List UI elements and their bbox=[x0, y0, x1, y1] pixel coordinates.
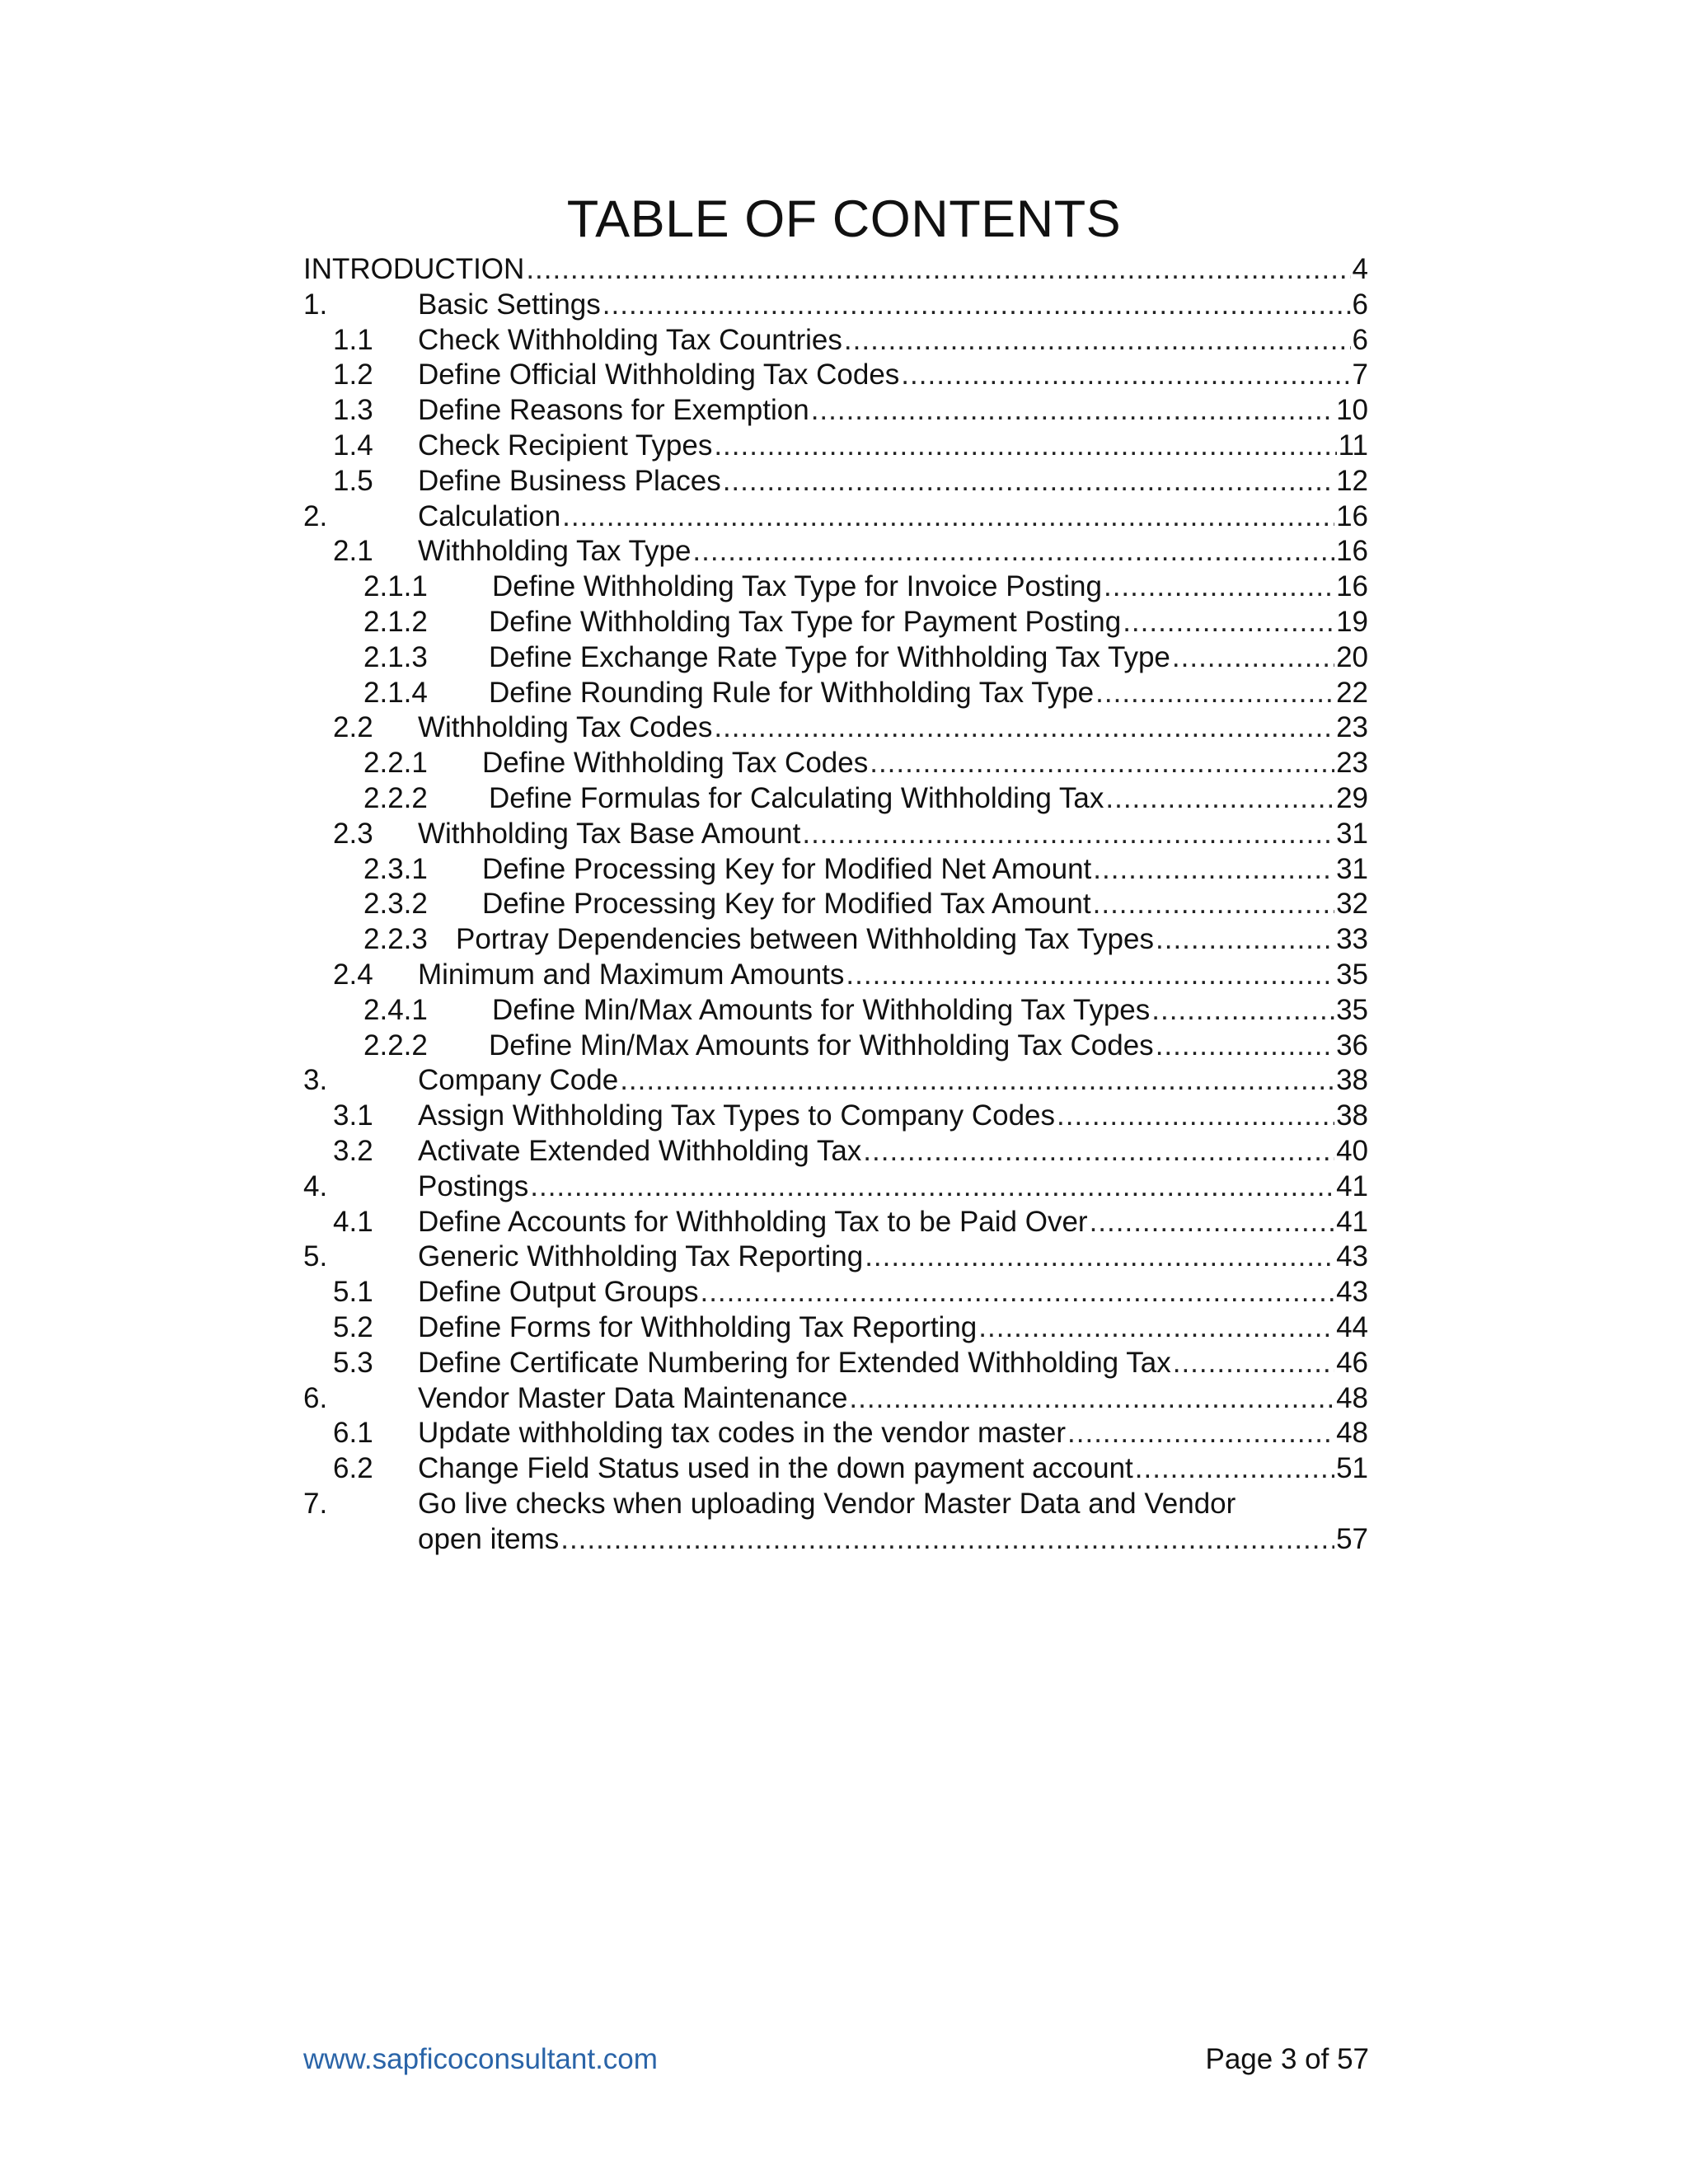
toc-entry-title: Define Processing Key for Modified Tax Amount bbox=[482, 888, 1091, 921]
toc-entry-number: 2.2.1 bbox=[363, 747, 428, 780]
toc-entry[interactable] bbox=[303, 427, 1368, 465]
toc-entry[interactable] bbox=[303, 1097, 1368, 1135]
toc-entry-number: 2.1.3 bbox=[363, 640, 428, 673]
toc-entry[interactable] bbox=[303, 1344, 1368, 1382]
toc-entry-page: 43 bbox=[1336, 1240, 1368, 1273]
toc-entry-title: Company Code bbox=[418, 1064, 619, 1097]
toc-dot-leader bbox=[692, 532, 1334, 570]
toc-dot-leader bbox=[526, 251, 1350, 288]
toc-dot-leader bbox=[714, 709, 1334, 747]
toc-entry-page: 41 bbox=[1336, 1169, 1368, 1202]
toc-entry-page: 10 bbox=[1336, 394, 1368, 427]
toc-entry[interactable] bbox=[303, 921, 1368, 958]
toc-entry-title: Define Withholding Tax Codes bbox=[482, 747, 869, 780]
toc-entry[interactable] bbox=[303, 815, 1368, 853]
toc-entry-number: 2.4 bbox=[333, 958, 373, 991]
toc-entry-page: 38 bbox=[1336, 1099, 1368, 1132]
toc-dot-leader bbox=[863, 1132, 1334, 1170]
toc-entry[interactable] bbox=[303, 462, 1368, 500]
toc-entry-number: 1.4 bbox=[333, 429, 373, 462]
toc-dot-leader bbox=[1123, 603, 1334, 641]
toc-entry-title: Assign Withholding Tax Types to Company Codes bbox=[418, 1099, 1056, 1132]
toc-entry-page: 31 bbox=[1336, 852, 1368, 885]
toc-entry-title: Postings bbox=[418, 1169, 529, 1202]
toc-dot-leader bbox=[802, 815, 1334, 853]
toc-entry-page: 11 bbox=[1338, 429, 1368, 462]
toc-entry-title: Withholding Tax Type bbox=[418, 535, 692, 568]
toc-entry-number: 2.2 bbox=[333, 711, 373, 744]
toc-dot-leader bbox=[700, 1273, 1334, 1311]
toc-entry-number: 2.2.2 bbox=[363, 782, 428, 814]
toc-dot-leader bbox=[1151, 991, 1334, 1029]
toc-entry-page: 33 bbox=[1336, 923, 1368, 956]
toc-entry[interactable] bbox=[303, 956, 1368, 994]
toc-dot-leader bbox=[560, 1521, 1334, 1558]
toc-entry-number: 2. bbox=[303, 499, 328, 532]
toc-entry-number: 7. bbox=[303, 1488, 328, 1520]
toc-entry-number: 6.1 bbox=[333, 1417, 373, 1450]
toc-entry[interactable] bbox=[303, 498, 1368, 536]
toc-dot-leader bbox=[901, 356, 1350, 394]
toc-entry-title: Activate Extended Withholding Tax bbox=[418, 1135, 862, 1167]
toc-entry-page: 43 bbox=[1336, 1276, 1368, 1309]
toc-entry-number: 2.2.2 bbox=[363, 1029, 428, 1062]
toc-entry[interactable] bbox=[303, 356, 1368, 394]
toc-entry[interactable] bbox=[303, 1521, 1368, 1558]
toc-entry[interactable] bbox=[303, 744, 1368, 782]
toc-entry-number: 2.3.1 bbox=[363, 852, 428, 885]
toc-entry-number: 1.1 bbox=[333, 323, 373, 356]
toc-entry-title: Update withholding tax codes in the vendor master bbox=[418, 1417, 1067, 1450]
toc-entry[interactable] bbox=[303, 991, 1368, 1029]
toc-entry-number: 3. bbox=[303, 1064, 328, 1097]
toc-entry[interactable] bbox=[303, 251, 1368, 288]
toc-entry-number: 3.1 bbox=[333, 1099, 373, 1132]
toc-entry[interactable] bbox=[303, 1203, 1368, 1241]
toc-dot-leader bbox=[1090, 1203, 1334, 1241]
toc-entry-page: 22 bbox=[1336, 676, 1368, 709]
toc-entry-number: 2.1.2 bbox=[363, 606, 428, 638]
toc-dot-leader bbox=[1135, 1450, 1334, 1488]
toc-dot-leader bbox=[723, 462, 1334, 500]
toc-entry-number: 2.1 bbox=[333, 535, 373, 568]
toc-entry[interactable] bbox=[303, 568, 1368, 606]
toc-entry-number: 1.2 bbox=[333, 359, 373, 391]
toc-entry-title: Minimum and Maximum Amounts bbox=[418, 958, 845, 991]
toc-entry[interactable] bbox=[303, 1309, 1368, 1347]
footer-website-link[interactable]: www.sapficoconsultant.com bbox=[303, 2043, 658, 2075]
toc-entry-number: 2.1.4 bbox=[363, 676, 428, 709]
toc-entry-page: 41 bbox=[1336, 1205, 1368, 1238]
toc-entry-page: 57 bbox=[1336, 1522, 1368, 1555]
toc-entry-title: Define Withholding Tax Type for Payment Posting bbox=[489, 606, 1122, 638]
toc-dot-leader bbox=[562, 498, 1334, 536]
toc-entry-title: Withholding Tax Codes bbox=[418, 711, 713, 744]
toc-entry-page: 16 bbox=[1336, 535, 1368, 568]
toc-entry-number: 2.2.3 bbox=[363, 923, 428, 956]
toc-entry-page: 23 bbox=[1336, 711, 1368, 744]
toc-entry-number: 6. bbox=[303, 1381, 328, 1414]
toc-entry-number: 3.2 bbox=[333, 1135, 373, 1167]
toc-entry-number: 2.3.2 bbox=[363, 888, 428, 921]
toc-entry-page: 31 bbox=[1336, 817, 1368, 850]
toc-entry-page: 51 bbox=[1336, 1452, 1368, 1485]
toc-entry-title: Check Withholding Tax Countries bbox=[418, 323, 842, 356]
toc-dot-leader bbox=[811, 391, 1334, 429]
toc-entry-page: 4 bbox=[1352, 253, 1368, 285]
toc-dot-leader bbox=[844, 321, 1351, 359]
toc-entry-page: 16 bbox=[1336, 570, 1368, 603]
toc-dot-leader bbox=[1067, 1414, 1334, 1452]
toc-entry[interactable] bbox=[303, 1027, 1368, 1065]
toc-entry-page: 7 bbox=[1352, 359, 1368, 391]
footer-page-number: Page 3 of 57 bbox=[1205, 2043, 1369, 2075]
toc-entry-page: 20 bbox=[1336, 640, 1368, 673]
toc-entry-title: Define Formulas for Calculating Withholding Tax bbox=[489, 782, 1104, 814]
toc-entry[interactable] bbox=[303, 851, 1368, 888]
toc-entry-title: Define Rounding Rule for Withholding Tax Type bbox=[489, 676, 1095, 709]
toc-entry[interactable] bbox=[303, 639, 1368, 677]
toc-entry-title: Define Official Withholding Tax Codes bbox=[418, 359, 900, 391]
toc-dot-leader bbox=[620, 1062, 1334, 1099]
toc-entry-page: 19 bbox=[1336, 606, 1368, 638]
toc-entry[interactable] bbox=[303, 1485, 1368, 1523]
toc-dot-leader bbox=[1172, 639, 1334, 677]
toc-entry-number: 4.1 bbox=[333, 1205, 373, 1238]
toc-dot-leader bbox=[1093, 885, 1334, 923]
toc-entry[interactable] bbox=[303, 1273, 1368, 1311]
toc-entry-title: Go live checks when uploading Vendor Master Data and Vendor bbox=[418, 1488, 1236, 1520]
toc-entry[interactable] bbox=[303, 321, 1368, 359]
toc-entry-page: 6 bbox=[1352, 288, 1368, 321]
toc-entry[interactable] bbox=[303, 674, 1368, 712]
toc-dot-leader bbox=[1105, 780, 1334, 818]
toc-entry[interactable] bbox=[303, 1168, 1368, 1206]
toc-entry[interactable] bbox=[303, 532, 1368, 570]
toc-entry-title: Define Output Groups bbox=[418, 1276, 699, 1309]
toc-dot-leader bbox=[1156, 1027, 1334, 1065]
toc-entry-title: Change Field Status used in the down payment account bbox=[418, 1452, 1133, 1485]
toc-entry-page: 12 bbox=[1336, 464, 1368, 497]
toc-entry-title: Portray Dependencies between Withholding Tax Types bbox=[456, 923, 1154, 956]
toc-entry-number: 1. bbox=[303, 288, 328, 321]
toc-entry[interactable] bbox=[303, 885, 1368, 923]
toc-entry[interactable] bbox=[303, 1238, 1368, 1276]
toc-entry-title: Define Certificate Numbering for Extended Withholding Tax bbox=[418, 1346, 1171, 1379]
toc-entry-title: Define Reasons for Exemption bbox=[418, 394, 809, 427]
toc-dot-leader bbox=[849, 1380, 1334, 1418]
toc-dot-leader bbox=[865, 1238, 1334, 1276]
toc-entry-page: 44 bbox=[1336, 1311, 1368, 1343]
toc-entry-title: Check Recipient Types bbox=[418, 429, 713, 462]
toc-entry-page: 29 bbox=[1336, 782, 1368, 814]
toc-entry-number: 5.3 bbox=[333, 1346, 373, 1379]
toc-dot-leader bbox=[1095, 674, 1334, 712]
toc-entry[interactable] bbox=[303, 1450, 1368, 1488]
toc-dot-leader bbox=[1173, 1344, 1334, 1382]
toc-entry[interactable] bbox=[303, 286, 1368, 324]
toc-entry[interactable] bbox=[303, 1132, 1368, 1170]
toc-entry-title: Define Accounts for Withholding Tax to be Paid Over bbox=[418, 1205, 1088, 1238]
toc-entry-page: 16 bbox=[1336, 499, 1368, 532]
toc-entry[interactable] bbox=[303, 1062, 1368, 1099]
toc-dot-leader bbox=[870, 744, 1334, 782]
toc-entry-page: 48 bbox=[1336, 1381, 1368, 1414]
toc-entry-title: Define Min/Max Amounts for Withholding Tax Codes bbox=[489, 1029, 1154, 1062]
toc-entry[interactable] bbox=[303, 780, 1368, 818]
toc-dot-leader bbox=[846, 956, 1334, 994]
toc-entry-title: Withholding Tax Base Amount bbox=[418, 817, 801, 850]
toc-entry-number: 4. bbox=[303, 1169, 328, 1202]
toc-entry-number: 1.3 bbox=[333, 394, 373, 427]
toc-entry[interactable] bbox=[303, 1414, 1368, 1452]
toc-entry-title: Define Min/Max Amounts for Withholding Tax Types bbox=[492, 993, 1151, 1026]
toc-entry-page: 46 bbox=[1336, 1346, 1368, 1379]
toc-entry-number: 6.2 bbox=[333, 1452, 373, 1485]
toc-dot-leader bbox=[530, 1168, 1334, 1206]
toc-dot-leader bbox=[603, 286, 1351, 324]
toc-entry[interactable] bbox=[303, 391, 1368, 429]
toc-entry-title: Define Processing Key for Modified Net Amount bbox=[482, 852, 1092, 885]
toc-entry-title: open items bbox=[418, 1522, 560, 1555]
toc-entry-page: 36 bbox=[1336, 1029, 1368, 1062]
toc-entry-number: 5.1 bbox=[333, 1276, 373, 1309]
toc-entry-number: 2.3 bbox=[333, 817, 373, 850]
toc-entry[interactable] bbox=[303, 1380, 1368, 1418]
toc-entry-page: 23 bbox=[1336, 747, 1368, 780]
toc-dot-leader bbox=[714, 427, 1336, 465]
toc-entry-number: 2.1.1 bbox=[363, 570, 428, 603]
toc-entry-number: 5. bbox=[303, 1240, 328, 1273]
toc-entry-title: Calculation bbox=[418, 499, 561, 532]
toc-dot-leader bbox=[1156, 921, 1334, 958]
toc-entry-page: 38 bbox=[1336, 1064, 1368, 1097]
toc-entry-title: Define Forms for Withholding Tax Reporting bbox=[418, 1311, 978, 1343]
toc-entry[interactable] bbox=[303, 709, 1368, 747]
toc-dot-leader bbox=[1104, 568, 1334, 606]
toc-entry-title: INTRODUCTION bbox=[303, 253, 525, 285]
toc-dot-leader bbox=[1093, 851, 1334, 888]
toc-entry-title: Basic Settings bbox=[418, 288, 601, 321]
toc-entry-title: Generic Withholding Tax Reporting bbox=[418, 1240, 864, 1273]
toc-entry[interactable] bbox=[303, 603, 1368, 641]
toc-entry-title: Define Exchange Rate Type for Withholding Tax Type bbox=[489, 640, 1170, 673]
toc-entry-number: 2.4.1 bbox=[363, 993, 428, 1026]
toc-entry-page: 6 bbox=[1352, 323, 1368, 356]
toc-entry-title: Define Withholding Tax Type for Invoice Posting bbox=[492, 570, 1102, 603]
page-title: TABLE OF CONTENTS bbox=[566, 190, 1122, 248]
toc-entry-number: 5.2 bbox=[333, 1311, 373, 1343]
toc-entry-page: 35 bbox=[1336, 993, 1368, 1026]
toc-entry-title: Define Business Places bbox=[418, 464, 721, 497]
toc-entry-page: 48 bbox=[1336, 1417, 1368, 1450]
toc-entry-page: 35 bbox=[1336, 958, 1368, 991]
toc-dot-leader bbox=[978, 1309, 1334, 1347]
toc-entry-page: 40 bbox=[1336, 1135, 1368, 1167]
toc-entry-page: 32 bbox=[1336, 888, 1368, 921]
toc-entry-title: Vendor Master Data Maintenance bbox=[418, 1381, 848, 1414]
toc-dot-leader bbox=[1057, 1097, 1334, 1135]
toc-entry-number: 1.5 bbox=[333, 464, 373, 497]
